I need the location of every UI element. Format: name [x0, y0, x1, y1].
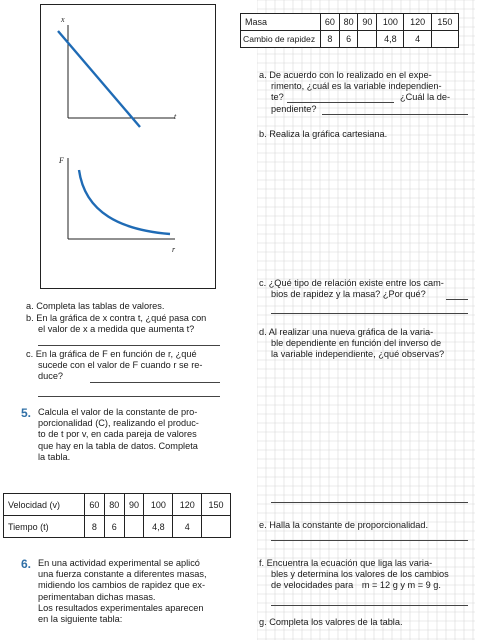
table-cell: 120 [404, 14, 431, 31]
text-line: to de t por v, en cada pareja de valores [38, 429, 197, 440]
text-line: una fuerza constante a diferentes masas, [38, 569, 207, 580]
text-fragment: te? [271, 92, 284, 103]
top-graph-line [58, 31, 140, 127]
table-cell [358, 31, 377, 48]
table-cell: 120 [173, 494, 202, 516]
table-cell: 4 [173, 516, 202, 538]
table-cell: 90 [358, 14, 377, 31]
question-left-a: a. Completa las tablas de valores. [26, 301, 165, 311]
table-cell: 90 [124, 494, 144, 516]
text-fragment: de velocidades para [271, 580, 354, 591]
text-line: el valor de x a medida que aumenta t? [38, 324, 195, 335]
table-cell: 80 [339, 14, 358, 31]
answer-line [38, 345, 220, 346]
table-cell: 100 [144, 494, 173, 516]
text-line: Los resultados experimentales aparecen [38, 602, 204, 613]
question-left-c [26, 349, 238, 383]
text-line: midiendo los cambios de rapidez que ex- [38, 580, 205, 591]
table-cell: 150 [431, 14, 458, 31]
text-line: perimentaban dichas masas. [38, 591, 156, 602]
row-label: Cambio de rapidez [241, 31, 321, 48]
text-line: bles y determina los valores de los cambios [271, 569, 449, 580]
table-cell: 80 [104, 494, 124, 516]
table-cell: 8 [321, 31, 340, 48]
bottom-graph-y-label: F [59, 156, 64, 165]
table-cell: 8 [85, 516, 105, 538]
text-line: b. En la gráfica de x contra t, ¿qué pasa con [26, 313, 207, 323]
text-line: que hay en la tabla de datos. Completa [38, 440, 198, 451]
equation: m = 12 g y m = 9 g. [361, 580, 441, 591]
answer-line [90, 382, 220, 383]
graphs-svg [41, 5, 215, 288]
answer-line [446, 299, 468, 300]
text-line: rimento, ¿cuál es la variable independien- [271, 81, 442, 92]
question-right-e: e. Halla la constante de proporcionalidad. [259, 520, 429, 530]
text-fragment: ¿Cuál la de- [400, 92, 451, 103]
answer-line [287, 102, 394, 103]
text-line: porcionalidad (C), realizando el produc- [38, 418, 199, 429]
text-line: En una actividad experimental se aplicó [38, 558, 200, 568]
problem-6-number: 6. [21, 557, 32, 571]
table-cell: 60 [321, 14, 340, 31]
problem-6-text [38, 558, 238, 625]
table-cell [431, 31, 458, 48]
answer-line [38, 396, 220, 397]
table-row [4, 516, 231, 538]
top-graph-y-label: x [61, 15, 65, 24]
text-line: a. De acuerdo con lo realizado en el expe- [259, 70, 432, 80]
table-cell: 60 [85, 494, 105, 516]
table-cell: 6 [104, 516, 124, 538]
text-line [259, 580, 474, 591]
text-line: Calcula el valor de la constante de pro- [38, 407, 198, 417]
answer-line [271, 502, 468, 503]
top-graph-x-label: t [174, 112, 177, 121]
text-line: en la siguiente tabla: [38, 614, 123, 625]
text-line: la variable independiente, ¿qué observas? [271, 349, 445, 360]
row-label: Tiempo (t) [4, 516, 85, 538]
question-right-g: g. Completa los valores de la tabla. [259, 617, 403, 627]
table-cell: 4 [404, 31, 431, 48]
table-cell [202, 516, 231, 538]
text-line: ble dependiente en función del inverso de [271, 338, 442, 349]
text-line: sucede con el valor de F cuando r se re- [38, 360, 203, 371]
mass-speed-table [240, 13, 459, 48]
text-line: f. Encuentra la ecuación que liga las varia- [259, 558, 433, 568]
text-line: pendiente? [271, 103, 317, 114]
table-cell: 100 [377, 14, 404, 31]
text-line: bios de rapidez y la masa? ¿Por qué? [271, 289, 426, 300]
table-cell: 150 [202, 494, 231, 516]
table-cell: 4,8 [377, 31, 404, 48]
answer-line [271, 605, 468, 606]
text-line: la tabla. [38, 451, 71, 462]
text-line: c. En la gráfica de F en función de r, ¿qué [26, 349, 197, 359]
velocity-time-table [3, 493, 231, 538]
question-right-d [259, 327, 471, 361]
question-right-b: b. Realiza la gráfica cartesiana. [259, 129, 388, 139]
table-cell [124, 516, 144, 538]
row-label: Velocidad (v) [4, 494, 85, 516]
text-line: duce? [38, 371, 64, 382]
answer-line [322, 114, 468, 115]
row-label: Masa [241, 14, 321, 31]
table-cell: 6 [339, 31, 358, 48]
graphs-box [40, 4, 216, 289]
question-right-a [259, 70, 469, 115]
question-right-f [259, 558, 474, 592]
bottom-graph-x-label: r [172, 245, 176, 254]
table-row [241, 31, 459, 48]
question-right-c [259, 278, 471, 300]
text-line: d. Al realizar una nueva gráfica de la varia- [259, 327, 434, 337]
answer-line [271, 313, 468, 314]
problem-5-text [38, 407, 238, 463]
answer-line [271, 540, 468, 541]
table-cell: 4,8 [144, 516, 173, 538]
bottom-graph-curve [79, 170, 170, 234]
problem-5-number: 5. [21, 406, 32, 420]
text-line: c. ¿Qué tipo de relación existe entre los cam- [259, 278, 444, 288]
question-left-b [26, 313, 238, 335]
table-row [4, 494, 231, 516]
table-row [241, 14, 459, 31]
